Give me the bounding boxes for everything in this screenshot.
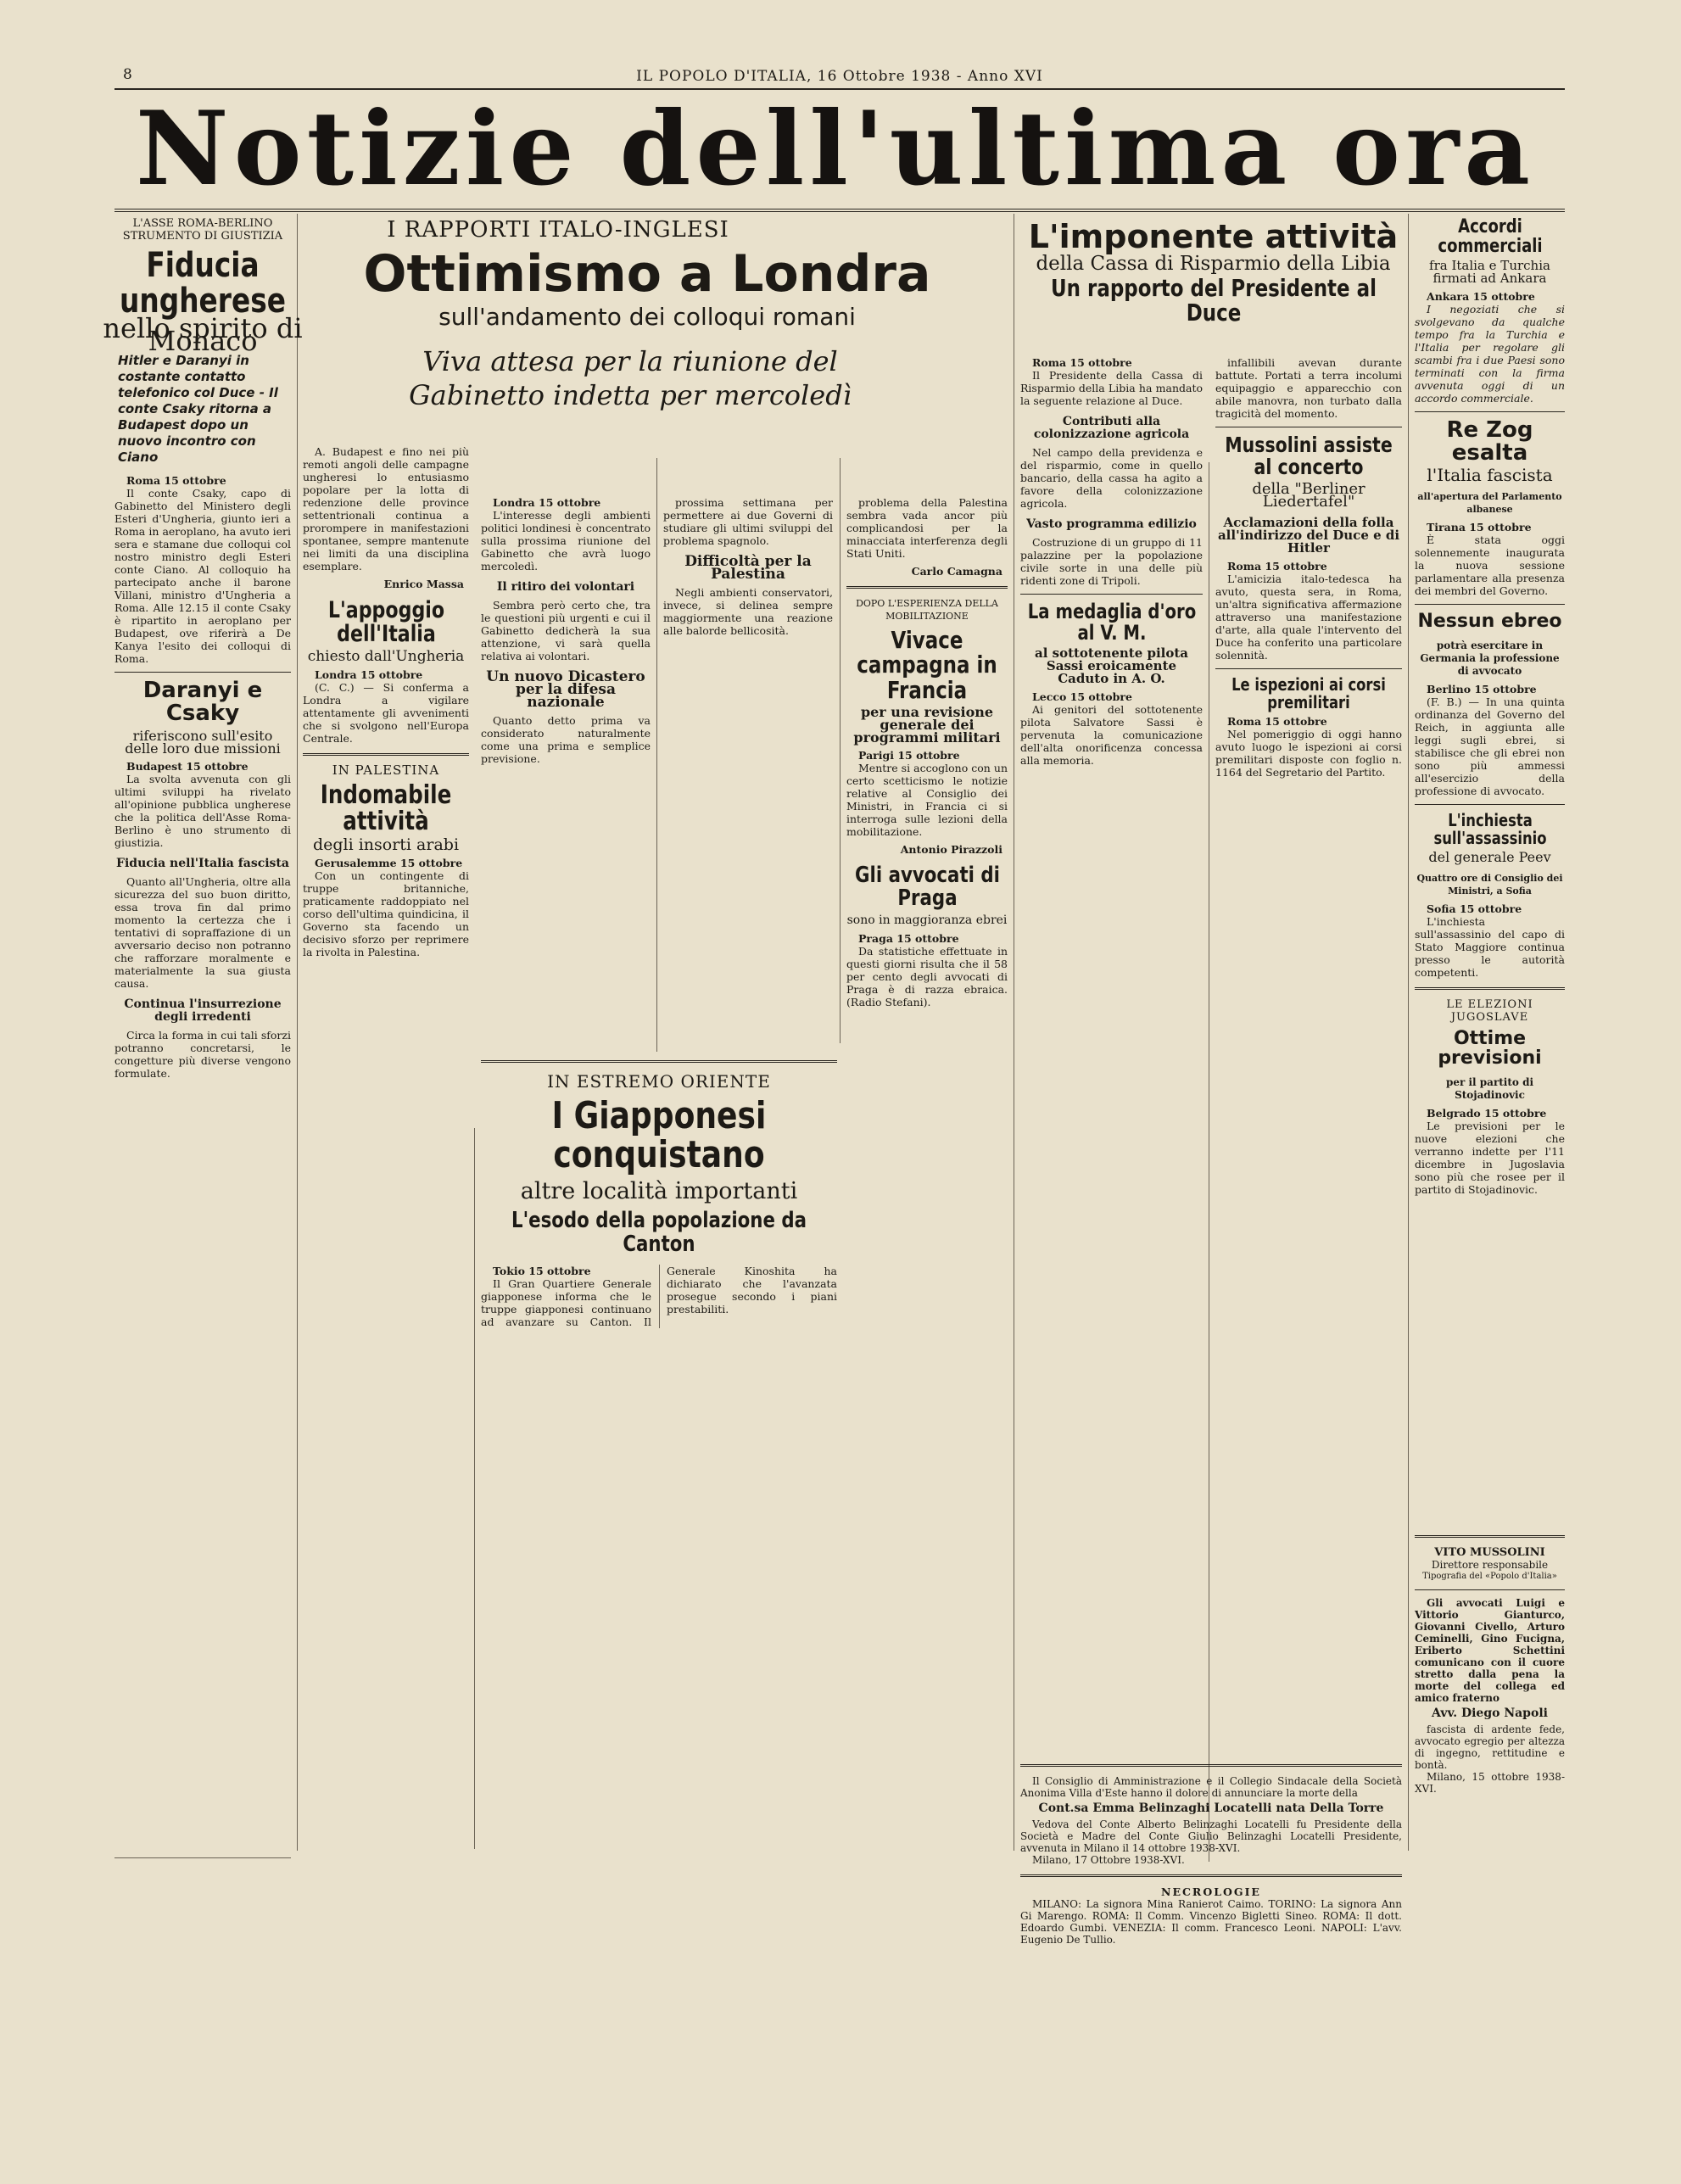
article-body: Quanto all'Ungheria, oltre alla sicurezza del suo buon diritto, essa trova fin dal primo momento la certezza che i tentativi di sopraffazione di un avversario deciso non potranno che rafforzare moralmente e materialmente la sua giusta causa. [114, 874, 291, 990]
subhead-daranyi: riferiscono sull'esito delle loro due missioni [125, 727, 281, 757]
article-body: Il Gran Quartiere Generale giapponese informa che le truppe giapponesi continuano ad avanzare su Canton. Il Generale Kinoshita ha dichiarato che l'avanzata prosegue secondo i piani prestabiliti. [481, 1264, 837, 1328]
deck-peev: Quattro ore di Consiglio dei Ministri, a Sofia [1416, 872, 1563, 897]
dateline: Ankara 15 ottobre [1427, 290, 1535, 304]
subhead: altre località importanti [520, 1178, 798, 1205]
divider [1020, 1874, 1402, 1877]
article-body: Da statistiche effettuate in questi giorni risulta che il 58 per cento degli avvocati di Praga è di razza ebraica. (Radio Stefani). [846, 944, 1008, 1008]
article-body: Quanto detto prima va considerato naturalmente come una prima e semplice previsione. [481, 714, 651, 765]
running-head [114, 66, 1565, 90]
deck-concerto: Acclamazioni della folla all'indirizzo del Duce e di Hitler [1217, 514, 1400, 556]
article-body: Circa la forma in cui tali sforzi potranno concretarsi, le congetture più diverse vengono formulate. [114, 1028, 291, 1080]
kicker: DOPO L'ESPERIENZA DELLA MOBILITAZIONE [856, 598, 998, 622]
headline-zog: Re Zog esalta [1446, 417, 1533, 466]
notice-text: Vedova del Conte Alberto Belinzaghi Locatelli fu Presidente della Società e Madre del Conte Giulio Belinzaghi Locatelli Presidente, avvenuta in Milano il 14 ottobre 1938-XVI. [1020, 1818, 1402, 1854]
section-head: Un nuovo Dicastero per la difesa nazionale [486, 668, 645, 711]
article-body: Costruzione di un gruppo di 11 palazzine per la popolazione civile sorte in una delle più ridenti zone di Tripoli. [1020, 536, 1203, 587]
article-body: Nel pomeriggio di oggi hanno avuto luogo le ispezioni ai corsi premilitari disposte con foglio n. 1164 del Segretario del Partito. [1215, 727, 1402, 779]
column-london-cont [663, 496, 833, 1073]
page-number: 8 [123, 66, 132, 83]
headline-peev: L'inchiesta sull'assassinio [1433, 809, 1547, 848]
dateline: Gerusalemme 15 ottobre [315, 856, 463, 869]
dateline: Roma 15 ottobre [1227, 714, 1327, 728]
subhead-francia: per una revisione generale dei programmi militari [853, 704, 1001, 746]
far-east-body [481, 1265, 837, 1328]
kicker: L'ASSE ROMA-BERLINO STRUMENTO DI GIUSTIZIA [122, 217, 283, 243]
subhead-accordi: fra Italia e Turchia firmati ad Ankara [1429, 258, 1550, 287]
subhead-praga: sono in maggioranza ebrei [846, 913, 1008, 927]
notice-name: Cont.sa Emma Belinzaghi Locatelli nata Della Torre [1038, 1801, 1384, 1815]
article-body: infallibili avevan durante battute. Portati a terra incolumi equipaggio e apparecchio con abile manovra, non turbato dalla tragicità del momento. [1215, 356, 1402, 420]
dateline: Sofia 15 ottobre [1427, 902, 1522, 915]
dateline: Parigi 15 ottobre [858, 749, 960, 762]
dateline: Roma 15 ottobre [126, 474, 226, 487]
divider [1215, 668, 1402, 669]
article-body: Le previsioni per le nuove elezioni che verranno indette per l'11 dicembre in Jugoslavia sono più che rosee per il partito di Stojadinovic. [1415, 1120, 1565, 1197]
column-hungary-cont [303, 445, 469, 2078]
article-body: Negli ambienti conservatori, invece, si delinea sempre maggiormente una reazione alle balorde bellicosità. [663, 586, 833, 637]
kicker: IN PALESTINA [332, 762, 440, 778]
headline: I Giapponesi conquistano [551, 1094, 767, 1177]
divider [1415, 987, 1565, 990]
headline-medaglia: La medaglia d'oro al V. M. [1027, 600, 1197, 645]
bottom-rule [114, 1857, 291, 1859]
divider [1020, 1764, 1402, 1767]
subhead: nello spirito di Monaco [103, 312, 303, 357]
column-right [1415, 214, 1565, 1520]
far-east-article [481, 1052, 837, 1849]
director-role: Direttore responsabile [1431, 1559, 1549, 1571]
notice-date: Milano, 15 ottobre 1938-XVI. [1415, 1771, 1565, 1795]
signature: Antonio Pirazzoli [900, 843, 1002, 857]
headline-ebreo: Nessun ebreo [1417, 610, 1562, 632]
subhead-palestina: degli insorti arabi [312, 835, 460, 854]
deck: Viva attesa per la riunione del Gabinetto indetta per mercoledì [409, 345, 852, 412]
article-body: È stata oggi solennemente inaugurata la nuova sessione parlamentare alla presenza dei membri del Governo. [1415, 533, 1565, 597]
divider [1415, 804, 1565, 805]
notice-date: Milano, 17 Ottobre 1938-XVI. [1032, 1854, 1185, 1866]
headline-francia: Vivace campagna in Francia [857, 626, 997, 704]
headline-jugoslavia: Ottime previsioni [1438, 1027, 1542, 1069]
dateline: Tirana 15 ottobre [1427, 520, 1532, 533]
divider [846, 586, 1008, 589]
dateline: Londra 15 ottobre [493, 496, 601, 509]
necrology-title: NECROLOGIE [1161, 1885, 1261, 1898]
article-body: L'interesse degli ambienti politici londinesi è concentrato sulla prossima riunione del Gabinetto che avrà luogo mercoledì. [481, 509, 651, 573]
divider [1415, 411, 1565, 412]
column-rule [656, 458, 657, 1052]
headline-concerto: Mussolini assiste al concerto [1225, 433, 1393, 480]
kicker: LE ELEZIONI JUGOSLAVE [1446, 997, 1533, 1024]
divider [1415, 1535, 1565, 1538]
article-body: Sembra però certo che, tra le questioni più urgenti e cui il Gabinetto dedicherà la sua attenzione, vi sarà quella relativa ai volontari. [481, 599, 651, 662]
masthead: Notizie dell'ultima ora [135, 89, 1536, 209]
subhead-concerto: della "Berliner Liedertafel" [1252, 479, 1365, 511]
headline-accordi: Accordi commerciali [1438, 216, 1543, 258]
column-rule [297, 214, 298, 1851]
divider [1020, 594, 1203, 595]
kicker: IN ESTREMO ORIENTE [547, 1071, 771, 1092]
section-head: Vasto programma edilizio [1026, 517, 1197, 531]
column-rule [1408, 214, 1409, 1851]
article-body: Ai genitori del sottotenente pilota Salvatore Sassi è pervenuta la comunicazione dell'alta onorificenza concessa alla memoria. [1020, 703, 1203, 768]
subhead-appoggio: chiesto dall'Ungheria [307, 647, 465, 665]
divider [1415, 604, 1565, 605]
article-body: prossima settimana per permettere ai due Governi di studiare gli ultimi sviluppi del problema spagnolo. [663, 496, 833, 547]
right-notices [1415, 1527, 1565, 1849]
deck: L'esodo della popolazione da Canton [511, 1208, 807, 1257]
notice-text: fascista di ardente fede, avvocato egregio per altezza di ingegno, rettitudine e bontà. [1415, 1723, 1565, 1771]
article-body: L'inchiesta sull'assassinio del capo di Stato Maggiore continua presso le autorità competenti. [1415, 914, 1565, 979]
headline-ispezioni: Le ispezioni ai corsi premilitari [1231, 673, 1386, 712]
article-body: problema della Palestina sembra vada ancor più complicandosi per la minacciata interferenza degli Stati Uniti. [846, 496, 1008, 560]
dateline: Roma 15 ottobre [1227, 559, 1327, 573]
subhead-medaglia: al sottotenente pilota Sassi eroicamente Caduto in A. O. [1034, 645, 1188, 687]
headline-appoggio: L'appoggio dell'Italia [327, 597, 445, 648]
article-body: L'amicizia italo-tedesca ha avuto, questa sera, in Roma, un'altra significativa affermazione attraverso una manifestazione d'arte, alla quale l'intervento del Duce ha conferito una particolare solennità. [1215, 572, 1402, 662]
article-body: (F. B.) — In una quinta ordinanza del Governo del Reich, in aggiunta alle leggi sugli ebrei, si stabilisce che gli ebrei non sono più ammessi all'esercizio della professione di avvocato. [1415, 695, 1565, 797]
dateline: Roma 15 ottobre [1032, 356, 1132, 369]
column-concert [1215, 356, 1402, 1747]
dateline: Tokio 15 ottobre [493, 1264, 591, 1277]
italo-english-header [303, 214, 1008, 455]
signature: Carlo Camagna [911, 565, 1002, 578]
divider [1415, 1589, 1565, 1590]
column-libya [1020, 356, 1203, 1747]
bottom-notices [1020, 1756, 1402, 2069]
subhead-peev: del generale Peev [1428, 848, 1551, 865]
signature: Enrico Massa [383, 578, 464, 590]
subhead: sull'andamento dei colloqui romani [438, 303, 856, 331]
printer-line: Tipografia del «Popolo d'Italia» [1422, 1572, 1557, 1581]
section-head: Continua l'insurrezione degli irredenti [124, 997, 282, 1024]
subhead-ebreo: potrà esercitare in Germania la professione di avvocato [1420, 639, 1560, 677]
masthead-rule [114, 209, 1565, 212]
divider [303, 753, 469, 756]
section-head: Fiducia nell'Italia fascista [116, 856, 289, 870]
dateline: Praga 15 ottobre [858, 931, 959, 945]
article-body: Il Presidente della Cassa di Risparmio della Libia ha mandato la seguente relazione al Duce. [1020, 369, 1203, 407]
headline: Ottimismo a Londra [363, 244, 931, 304]
section-head: Contributi alla colonizzazione agricola [1033, 415, 1190, 441]
deck: Hitler e Daranyi in costante contatto telefonico col Duce - Il conte Csaky ritorna a Budapest dopo un nuovo incontro con Ciano [118, 353, 278, 465]
article-body: A. Budapest e fino nei più remoti angoli delle campagne ungheresi lo entusiasmo popolare per la lotta di redenzione delle province settentrionali continua a prorompere in manifestazioni spontanee, sempre mantenute nei limiti da una disciplina esemplare. [303, 445, 469, 573]
headline-palestina: Indomabile attività [320, 779, 452, 837]
headline: L'imponente attività [1028, 218, 1399, 255]
article-body: Mentre si accoglono con un certo scetticismo le notizie relative al Consiglio dei Ministri, in Francia ci si interroga sulle lezioni della mobilitazione. [846, 762, 1008, 839]
dateline: Lecco 15 ottobre [1032, 690, 1132, 704]
headline: Fiducia ungherese [120, 246, 286, 321]
article-body: Con un contingente di truppe britanniche, praticamente raddoppiato nel corso dell'ultima quindicina, il Governo sta facendo un decisivo sforzo per reprimere la rivolta in Palestina. [303, 869, 469, 958]
necrology-body: MILANO: La signora Mina Ranierot Caimo. TORINO: La signora Ann Gi Marengo. ROMA: Il Comm. Vincenzo Bigletti Sineo. ROMA: Il dott. Edoardo Gumbi. VENEZIA: Il comm. Francesco Leoni. NAPOLI: L'avv. Eugenio De Tullio. [1020, 1898, 1402, 1946]
dateline: Londra 15 ottobre [315, 667, 423, 681]
headline-daranyi: Daranyi e Csaky [142, 678, 263, 727]
column-london [481, 496, 651, 1073]
divider [481, 1060, 837, 1063]
section-head: Il ritiro dei volontari [496, 580, 635, 594]
deck: Un rapporto del Presidente al Duce [1051, 273, 1377, 327]
column-france [846, 496, 1008, 2129]
subhead: della Cassa di Risparmio della Libia [1036, 252, 1391, 275]
deck-zog: all'apertura del Parlamento albanese [1417, 490, 1562, 515]
director-name: VITO MUSSOLINI [1434, 1546, 1545, 1559]
dateline: Budapest 15 ottobre [126, 759, 249, 773]
article-body: I negoziati che si svolgevano da qualche tempo fra la Turchia e l'Italia per regolare gli scambi fra i due Paesi sono terminati con la firma avvenuta oggi di un accordo commerciale. [1415, 303, 1565, 405]
section-head: Difficoltà per la Palestina [684, 553, 812, 583]
column-hungary [103, 214, 303, 1846]
subhead-zog: l'Italia fascista [1427, 464, 1553, 485]
notice-text: Il Consiglio di Amministrazione e il Collegio Sindacale della Società Anonima Villa d'Este hanno il dolore di annunciare la morte della [1020, 1775, 1402, 1799]
article-body: La svolta avvenuta con gli ultimi sviluppi ha rivelato all'opinione pubblica ungherese che la politica dell'Asse Roma-Berlino è uno strumento di giustizia. [114, 772, 291, 849]
article-body: Nel campo della previdenza e del risparmio, come in quello bancario, della cassa ha agito a favore della colonizzazione agricola. [1020, 446, 1203, 510]
kicker: I RAPPORTI ITALO-INGLESI [387, 217, 729, 243]
dateline: Belgrado 15 ottobre [1427, 1107, 1547, 1120]
subhead-jugoslavia: per il partito di Stojadinovic [1445, 1076, 1534, 1102]
dateline: Berlino 15 ottobre [1427, 682, 1537, 695]
column-rule [474, 1128, 475, 1849]
running-head-title: IL POPOLO D'ITALIA, 16 Ottobre 1938 - Anno XVI [636, 68, 1043, 85]
divider [114, 672, 291, 673]
article-body: Il conte Csaky, capo di Gabinetto del Ministero degli Esteri d'Ungheria, giunto ieri a Roma in aeroplano, ha avuto ieri sera e stamane due colloqui col nostro ministro degli Esteri conte Ciano. Al colloquio ha partecipato anche il barone Villani, ministro d'Ungheria a Roma. Alle 12.15 il conte Csaky è ripartito in aeroplano per Budapest, ove riferirà a De Kanya l'esito dei colloqui di Roma. [114, 487, 291, 665]
headline-praga: Gli avvocati di Praga [855, 863, 1000, 912]
notice-text: Gli avvocati Luigi e Vittorio Gianturco, Giovanni Civello, Arturo Ceminelli, Gino Fucigna, Eriberto Schettini comunicano con il cuore stretto dalla pena la morte del collega ed amico fraterno [1415, 1597, 1565, 1704]
article-body: (C. C.) — Si conferma a Londra a vigilare attentamente gli avvenimenti che si svolgono nell'Europa Centrale. [303, 680, 469, 745]
notice-name: Avv. Diego Napoli [1432, 1706, 1548, 1720]
